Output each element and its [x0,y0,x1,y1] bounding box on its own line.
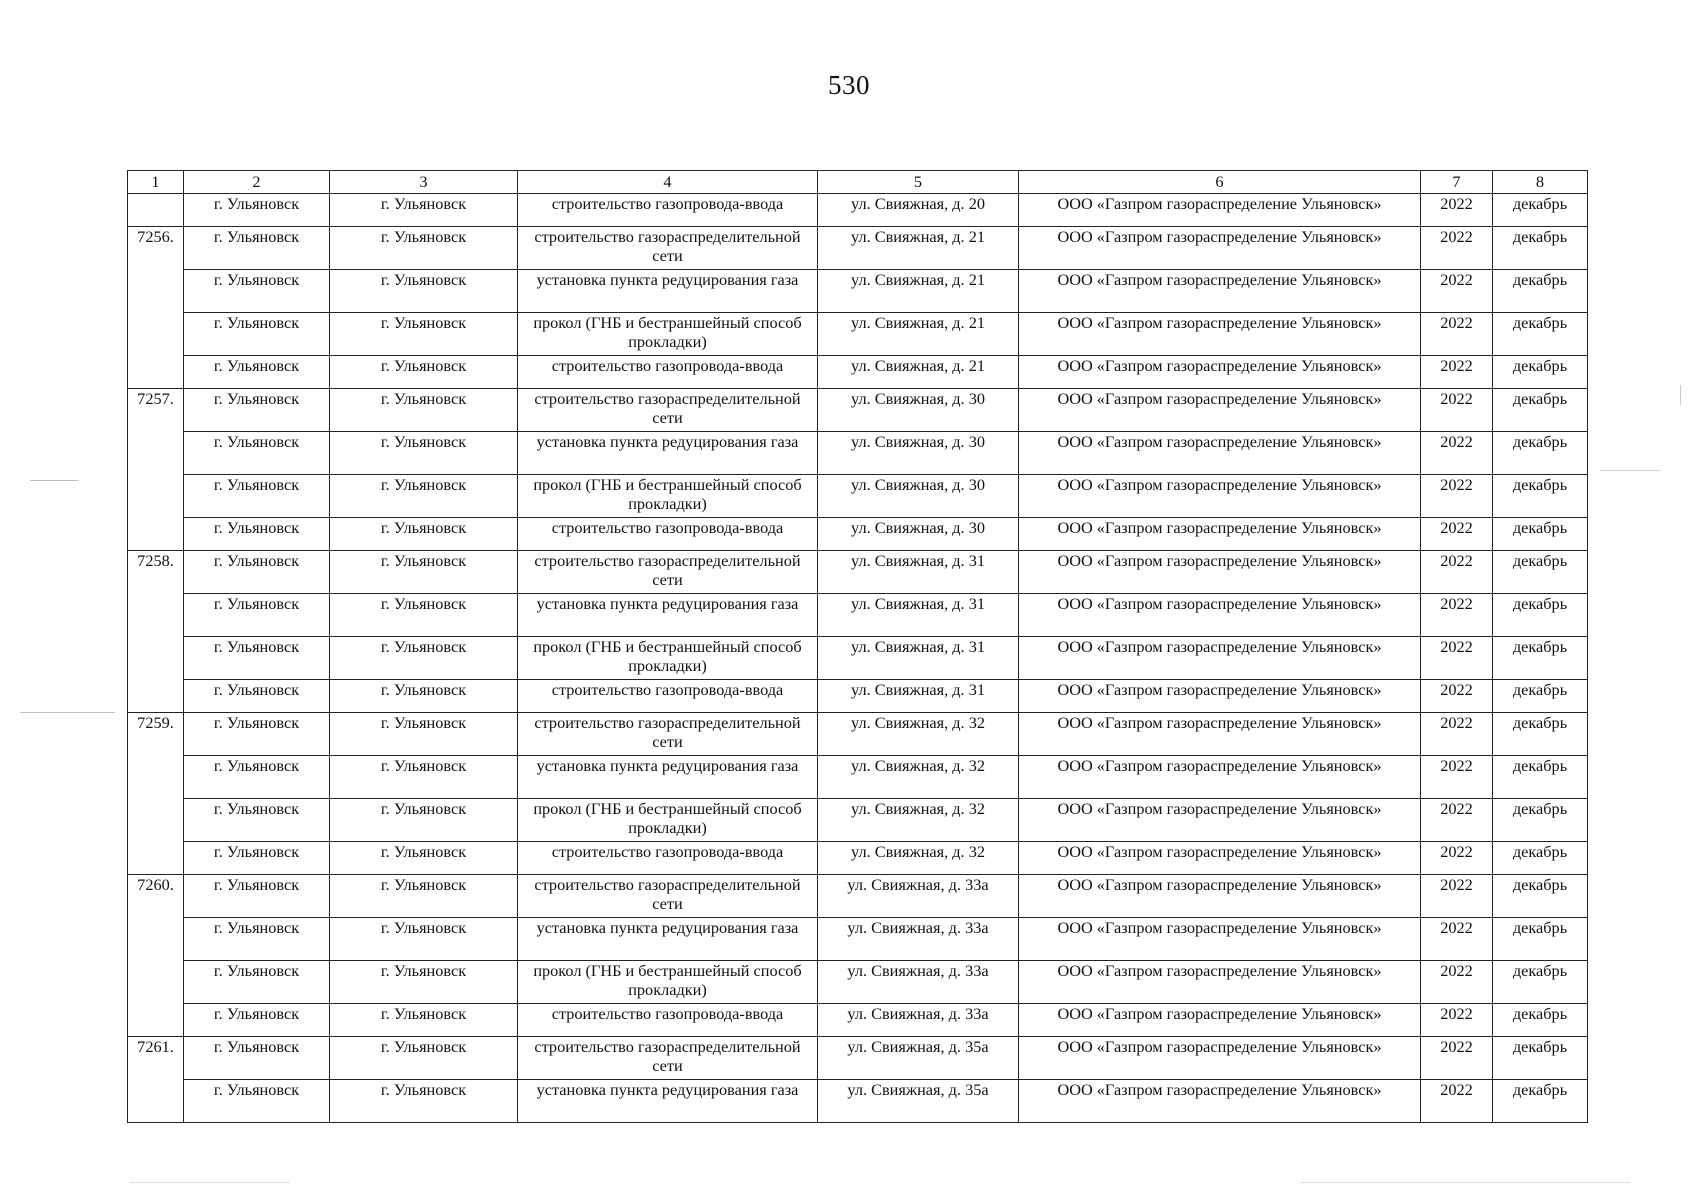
row-number: 7261. [128,1037,184,1123]
work-type: строительство газораспределительной сети [518,551,818,594]
settlement: г. Ульяновск [184,227,330,270]
year: 2022 [1421,799,1493,842]
month: декабрь [1493,961,1588,1004]
organization: ООО «Газпром газораспределение Ульяновск» [1019,356,1421,389]
municipality: г. Ульяновск [330,389,518,432]
month: декабрь [1493,551,1588,594]
header-col-8: 8 [1493,171,1588,194]
address: ул. Свияжная, д. 20 [818,194,1019,227]
year: 2022 [1421,475,1493,518]
month: декабрь [1493,713,1588,756]
table-row [128,918,1588,961]
municipality: г. Ульяновск [330,551,518,594]
year: 2022 [1421,680,1493,713]
table-row [128,551,1588,594]
municipality: г. Ульяновск [330,842,518,875]
municipality: г. Ульяновск [330,313,518,356]
header-col-5: 5 [818,171,1019,194]
organization: ООО «Газпром газораспределение Ульяновск» [1019,1037,1421,1080]
settlement: г. Ульяновск [184,799,330,842]
settlement: г. Ульяновск [184,680,330,713]
municipality: г. Ульяновск [330,756,518,799]
settlement: г. Ульяновск [184,270,330,313]
row-number: 7259. [128,713,184,875]
table-row [128,594,1588,637]
month: декабрь [1493,313,1588,356]
address: ул. Свияжная, д. 31 [818,637,1019,680]
month: декабрь [1493,1037,1588,1080]
address: ул. Свияжная, д. 33а [818,1004,1019,1037]
table-row [128,713,1588,756]
organization: ООО «Газпром газораспределение Ульяновск» [1019,270,1421,313]
year: 2022 [1421,1080,1493,1123]
scan-mark [30,480,78,481]
table-row [128,356,1588,389]
address: ул. Свияжная, д. 21 [818,270,1019,313]
header-row [128,171,1588,194]
work-type: прокол (ГНБ и бестраншейный способ прокладки) [518,961,818,1004]
year: 2022 [1421,356,1493,389]
year: 2022 [1421,1037,1493,1080]
work-type: строительство газопровода-ввода [518,1004,818,1037]
municipality: г. Ульяновск [330,799,518,842]
address: ул. Свияжная, д. 32 [818,799,1019,842]
address: ул. Свияжная, д. 31 [818,551,1019,594]
municipality: г. Ульяновск [330,475,518,518]
month: декабрь [1493,842,1588,875]
organization: ООО «Газпром газораспределение Ульяновск» [1019,194,1421,227]
year: 2022 [1421,227,1493,270]
year: 2022 [1421,518,1493,551]
settlement: г. Ульяновск [184,1004,330,1037]
address: ул. Свияжная, д. 30 [818,389,1019,432]
address: ул. Свияжная, д. 33а [818,918,1019,961]
organization: ООО «Газпром газораспределение Ульяновск» [1019,918,1421,961]
work-type: строительство газораспределительной сети [518,1037,818,1080]
work-type: прокол (ГНБ и бестраншейный способ прокладки) [518,799,818,842]
month: декабрь [1493,637,1588,680]
settlement: г. Ульяновск [184,1080,330,1123]
work-type: прокол (ГНБ и бестраншейный способ прокладки) [518,637,818,680]
row-number: 7257. [128,389,184,551]
year: 2022 [1421,756,1493,799]
organization: ООО «Газпром газораспределение Ульяновск» [1019,842,1421,875]
year: 2022 [1421,551,1493,594]
table-row [128,756,1588,799]
table-row [128,227,1588,270]
address: ул. Свияжная, д. 32 [818,756,1019,799]
table-row [128,1080,1588,1123]
month: декабрь [1493,270,1588,313]
settlement: г. Ульяновск [184,313,330,356]
table-row [128,961,1588,1004]
month: декабрь [1493,918,1588,961]
organization: ООО «Газпром газораспределение Ульяновск» [1019,875,1421,918]
organization: ООО «Газпром газораспределение Ульяновск» [1019,799,1421,842]
month: декабрь [1493,756,1588,799]
month: декабрь [1493,875,1588,918]
address: ул. Свияжная, д. 21 [818,313,1019,356]
address: ул. Свияжная, д. 30 [818,518,1019,551]
work-type: установка пункта редуцирования газа [518,756,818,799]
year: 2022 [1421,918,1493,961]
municipality: г. Ульяновск [330,875,518,918]
table-row [128,1004,1588,1037]
month: декабрь [1493,680,1588,713]
settlement: г. Ульяновск [184,432,330,475]
address: ул. Свияжная, д. 35а [818,1037,1019,1080]
table-row [128,875,1588,918]
year: 2022 [1421,713,1493,756]
table-row [128,270,1588,313]
municipality: г. Ульяновск [330,594,518,637]
municipality: г. Ульяновск [330,961,518,1004]
work-type: установка пункта редуцирования газа [518,270,818,313]
month: декабрь [1493,594,1588,637]
header-col-2: 2 [184,171,330,194]
month: декабрь [1493,194,1588,227]
work-type: строительство газораспределительной сети [518,875,818,918]
header-col-3: 3 [330,171,518,194]
settlement: г. Ульяновск [184,842,330,875]
work-type: строительство газораспределительной сети [518,713,818,756]
settlement: г. Ульяновск [184,918,330,961]
settlement: г. Ульяновск [184,756,330,799]
month: декабрь [1493,432,1588,475]
work-type: строительство газопровода-ввода [518,356,818,389]
month: декабрь [1493,389,1588,432]
scan-mark [1600,470,1660,471]
work-type: строительство газопровода-ввода [518,194,818,227]
header-col-4: 4 [518,171,818,194]
scan-mark [20,712,115,713]
work-type: установка пункта редуцирования газа [518,918,818,961]
organization: ООО «Газпром газораспределение Ульяновск» [1019,313,1421,356]
header-col-1: 1 [128,171,184,194]
month: декабрь [1493,356,1588,389]
page-number: 530 [828,70,870,100]
month: декабрь [1493,518,1588,551]
organization: ООО «Газпром газораспределение Ульяновск» [1019,551,1421,594]
organization: ООО «Газпром газораспределение Ульяновск» [1019,389,1421,432]
municipality: г. Ульяновск [330,1004,518,1037]
address: ул. Свияжная, д. 33а [818,875,1019,918]
settlement: г. Ульяновск [184,594,330,637]
work-type: установка пункта редуцирования газа [518,594,818,637]
work-type: прокол (ГНБ и бестраншейный способ прокладки) [518,313,818,356]
register-body [128,194,1588,1123]
work-type: установка пункта редуцирования газа [518,432,818,475]
organization: ООО «Газпром газораспределение Ульяновск» [1019,1080,1421,1123]
row-number: 7260. [128,875,184,1037]
organization: ООО «Газпром газораспределение Ульяновск» [1019,1004,1421,1037]
address: ул. Свияжная, д. 32 [818,713,1019,756]
row-number: 7256. [128,227,184,389]
month: декабрь [1493,1004,1588,1037]
organization: ООО «Газпром газораспределение Ульяновск» [1019,713,1421,756]
work-type: строительство газораспределительной сети [518,227,818,270]
table-row [128,313,1588,356]
municipality: г. Ульяновск [330,194,518,227]
scan-mark [1300,1182,1630,1183]
year: 2022 [1421,875,1493,918]
row-number: 7258. [128,551,184,713]
settlement: г. Ульяновск [184,875,330,918]
work-type: установка пункта редуцирования газа [518,1080,818,1123]
organization: ООО «Газпром газораспределение Ульяновск» [1019,637,1421,680]
table-row [128,389,1588,432]
month: декабрь [1493,1080,1588,1123]
scan-mark [1680,385,1681,405]
address: ул. Свияжная, д. 30 [818,432,1019,475]
year: 2022 [1421,270,1493,313]
settlement: г. Ульяновск [184,356,330,389]
table-row [128,680,1588,713]
year: 2022 [1421,1004,1493,1037]
row-number [128,194,184,227]
year: 2022 [1421,961,1493,1004]
table-row [128,432,1588,475]
municipality: г. Ульяновск [330,432,518,475]
table-row [128,475,1588,518]
header-col-7: 7 [1421,171,1493,194]
settlement: г. Ульяновск [184,518,330,551]
year: 2022 [1421,194,1493,227]
organization: ООО «Газпром газораспределение Ульяновск» [1019,594,1421,637]
municipality: г. Ульяновск [330,518,518,551]
year: 2022 [1421,432,1493,475]
settlement: г. Ульяновск [184,475,330,518]
table-row [128,637,1588,680]
settlement: г. Ульяновск [184,1037,330,1080]
organization: ООО «Газпром газораспределение Ульяновск» [1019,432,1421,475]
month: декабрь [1493,799,1588,842]
year: 2022 [1421,594,1493,637]
work-type: строительство газопровода-ввода [518,680,818,713]
address: ул. Свияжная, д. 33а [818,961,1019,1004]
address: ул. Свияжная, д. 21 [818,227,1019,270]
table-row [128,842,1588,875]
organization: ООО «Газпром газораспределение Ульяновск» [1019,680,1421,713]
address: ул. Свияжная, д. 35а [818,1080,1019,1123]
address: ул. Свияжная, д. 31 [818,680,1019,713]
settlement: г. Ульяновск [184,389,330,432]
municipality: г. Ульяновск [330,227,518,270]
municipality: г. Ульяновск [330,1037,518,1080]
organization: ООО «Газпром газораспределение Ульяновск» [1019,961,1421,1004]
municipality: г. Ульяновск [330,637,518,680]
organization: ООО «Газпром газораспределение Ульяновск» [1019,475,1421,518]
settlement: г. Ульяновск [184,551,330,594]
organization: ООО «Газпром газораспределение Ульяновск» [1019,756,1421,799]
work-type: строительство газопровода-ввода [518,518,818,551]
organization: ООО «Газпром газораспределение Ульяновск» [1019,518,1421,551]
settlement: г. Ульяновск [184,637,330,680]
municipality: г. Ульяновск [330,270,518,313]
municipality: г. Ульяновск [330,918,518,961]
year: 2022 [1421,389,1493,432]
address: ул. Свияжная, д. 30 [818,475,1019,518]
address: ул. Свияжная, д. 21 [818,356,1019,389]
settlement: г. Ульяновск [184,194,330,227]
settlement: г. Ульяновск [184,961,330,1004]
table-row [128,1037,1588,1080]
scan-mark [130,1182,290,1183]
address: ул. Свияжная, д. 31 [818,594,1019,637]
municipality: г. Ульяновск [330,1080,518,1123]
work-type: строительство газопровода-ввода [518,842,818,875]
address: ул. Свияжная, д. 32 [818,842,1019,875]
year: 2022 [1421,637,1493,680]
table-row [128,194,1588,227]
settlement: г. Ульяновск [184,713,330,756]
header-col-6: 6 [1019,171,1421,194]
table-row [128,799,1588,842]
municipality: г. Ульяновск [330,713,518,756]
register-table [127,170,1588,1123]
table-row [128,518,1588,551]
year: 2022 [1421,313,1493,356]
month: декабрь [1493,227,1588,270]
organization: ООО «Газпром газораспределение Ульяновск» [1019,227,1421,270]
month: декабрь [1493,475,1588,518]
work-type: строительство газораспределительной сети [518,389,818,432]
municipality: г. Ульяновск [330,356,518,389]
work-type: прокол (ГНБ и бестраншейный способ прокладки) [518,475,818,518]
municipality: г. Ульяновск [330,680,518,713]
year: 2022 [1421,842,1493,875]
